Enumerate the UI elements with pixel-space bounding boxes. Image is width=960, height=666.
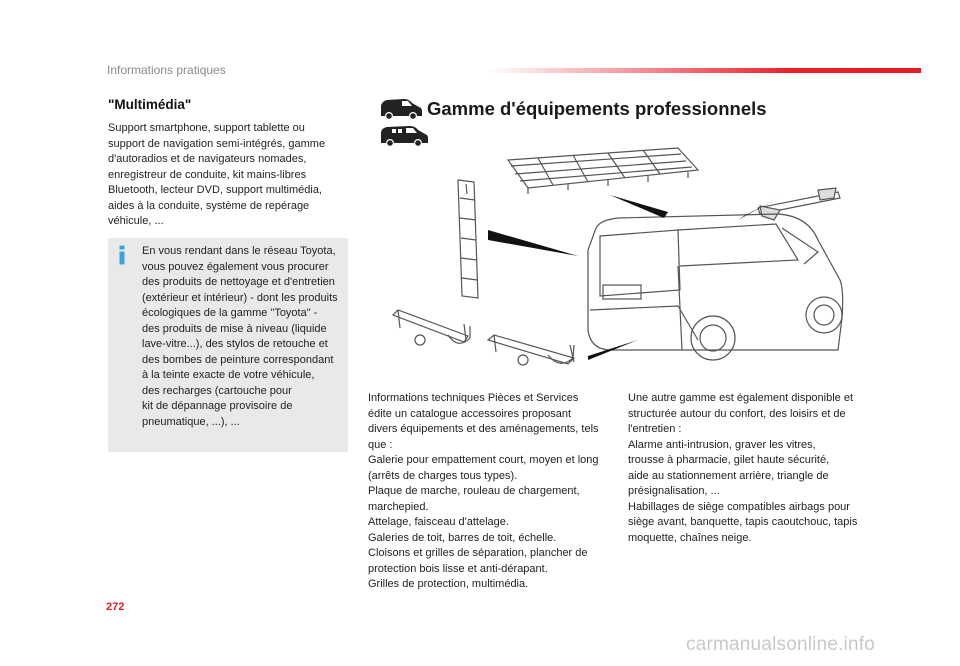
multimedia-description: Support smartphone, support tablette ou support de navigation semi-intégrés, gamme d'autoradios et de navigateurs nomades, enregistreur de conduite, kit mains-libres Bluetooth, lecteur DVD, support multimédia, aides à la conduite, système de repérage véhicule, ... (108, 122, 326, 227)
towbar-left-image (393, 310, 470, 345)
van-rear-image (588, 214, 843, 360)
roof-bars-image (758, 188, 840, 220)
towbar-right-image (488, 335, 574, 365)
info-icon (116, 245, 128, 265)
professional-range-text: Informations techniques Pièces et Services édite un catalogue accessoires proposant divers équipements et des aménagements, tels que : Galerie pour empattement court, moyen et long (arrêts de charges tous types). Plaque de marche, rouleau de chargement, marchepied. Attelage, faisceau d'attelage. Galeries de toit, barres de toit, échelle. Cloisons et grilles de séparation, plancher de protection bois lisse et anti-dérapant. Grilles de protection, multimédia. (368, 392, 599, 590)
info-box (108, 238, 348, 452)
van-short-icon (378, 96, 424, 120)
comfort-range-text: Une autre gamme est également disponible et structurée autour du confort, des loisirs et de l'entretien : Alarme anti-intrusion, graver les vitres, trousse à pharmacie, gilet haute sécurité, aide au stationnement arrière, triangle de présignalisation, ... Habillages de siège compatibles airbags pour siège avant, banquette, tapis caoutchouc, tapis moquette, chaînes neige. (628, 392, 858, 544)
accessories-illustration (378, 140, 848, 380)
header-accent-bar (488, 68, 921, 73)
info-box-text: En vous rendant dans le réseau Toyota, vous pouvez également vous procurer des produits de nettoyage et d'entretien (extérieur et intérieur) - dont les produits écologiques de la gamme "Toyota" - des produits de mise à niveau (liquide lave-vitre...), des stylos de retouche et des bombes de peinture correspondant à la teinte exacte de votre véhicule, des recharges (cartouche pour kit de dépannage provisoire de pneumatique, ...), ... (142, 245, 338, 428)
ladder-image (458, 180, 478, 298)
section-title-multimedia: "Multimédia" (108, 97, 192, 112)
roof-rack-image (508, 148, 698, 194)
main-title: Gamme d'équipements professionnels (427, 98, 767, 119)
header-title: Informations pratiques (107, 63, 226, 77)
page-number: 272 (106, 601, 125, 613)
watermark: carmanualsonline.info (686, 634, 876, 655)
